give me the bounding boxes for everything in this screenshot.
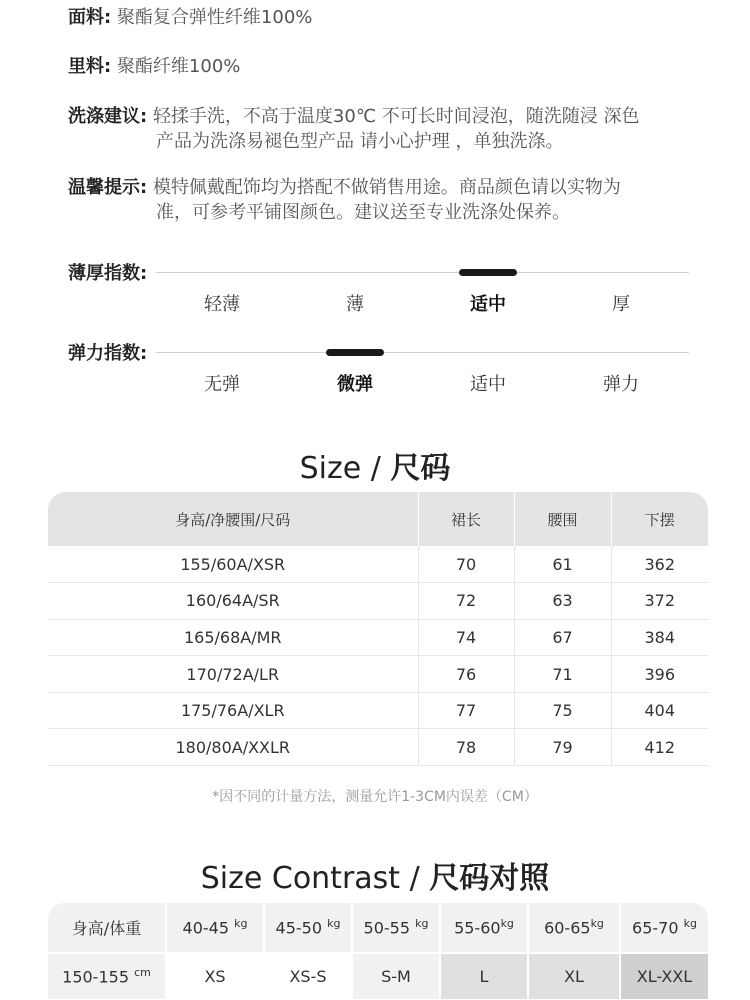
contrast-size-cell: XL-XXL bbox=[620, 953, 708, 999]
table-row bbox=[48, 619, 708, 656]
contrast-table bbox=[48, 903, 708, 999]
table-cell: 76 bbox=[418, 656, 514, 693]
table-cell: 396 bbox=[611, 656, 708, 693]
contrast-heading-en: Size Contrast / bbox=[200, 861, 430, 896]
table-cell: 404 bbox=[611, 692, 708, 729]
contrast-weight-cell: 65-70 $^{kg}$ bbox=[620, 903, 708, 953]
size-heading bbox=[0, 443, 750, 487]
fabric-label: 面料: bbox=[68, 7, 112, 28]
table-row bbox=[48, 692, 708, 729]
tips-line1: 模特佩戴配饰均为搭配不做销售用途。商品颜色请以实物为 bbox=[152, 177, 621, 198]
size-table bbox=[48, 492, 708, 766]
thickness-track bbox=[156, 272, 689, 273]
contrast-table-header bbox=[48, 903, 708, 953]
tips-line2: 准，可参考平铺图颜色。建议送至专业洗涤处保养。 bbox=[156, 202, 570, 223]
table-cell: 372 bbox=[611, 583, 708, 620]
thickness-option: 薄 bbox=[346, 294, 364, 315]
fabric-info bbox=[68, 5, 708, 30]
elasticity-label: 弹力指数: bbox=[68, 343, 148, 364]
size-table-header-cell: 下摆 bbox=[611, 492, 708, 546]
size-table-header-cell: 裙长 bbox=[418, 492, 514, 546]
table-row bbox=[48, 729, 708, 766]
thickness-option: 厚 bbox=[612, 294, 630, 315]
size-table-header-cell: 身高/净腰围/尺码 bbox=[48, 492, 418, 546]
thickness-indicator bbox=[459, 269, 517, 276]
lining-info bbox=[68, 54, 708, 79]
contrast-weight-cell: $55-60^{kg}$ bbox=[440, 903, 528, 953]
elasticity-option: 弹力 bbox=[603, 374, 639, 395]
table-cell: 75 bbox=[514, 692, 611, 729]
table-cell: 79 bbox=[514, 729, 611, 766]
washing-info bbox=[68, 104, 708, 154]
table-cell: 70 bbox=[418, 546, 514, 583]
table-row bbox=[48, 546, 708, 583]
table-cell: 61 bbox=[514, 546, 611, 583]
contrast-size-cell: S-M bbox=[352, 953, 440, 999]
table-cell: 165/68A/MR bbox=[48, 619, 418, 656]
table-cell: 74 bbox=[418, 619, 514, 656]
contrast-header-label: 身高/体重 bbox=[48, 903, 166, 953]
table-cell: 77 bbox=[418, 692, 514, 729]
contrast-height-cell: 150-155 $^{cm}$ bbox=[48, 953, 166, 999]
table-row bbox=[48, 656, 708, 693]
contrast-size-cell: L bbox=[440, 953, 528, 999]
size-table-header bbox=[48, 492, 708, 546]
contrast-size-cell: XS-S bbox=[264, 953, 352, 999]
elasticity-option: 微弹 bbox=[337, 374, 373, 395]
elasticity-track bbox=[156, 352, 689, 353]
table-cell: 63 bbox=[514, 583, 611, 620]
elasticity-indicator bbox=[326, 349, 384, 356]
table-cell: 160/64A/SR bbox=[48, 583, 418, 620]
washing-label: 洗涤建议: bbox=[68, 106, 148, 127]
contrast-size-cell: XL bbox=[528, 953, 620, 999]
table-cell: 155/60A/XSR bbox=[48, 546, 418, 583]
lining-text: 聚酯纤维100% bbox=[116, 56, 241, 77]
contrast-heading bbox=[0, 853, 750, 897]
fabric-text: 聚酯复合弹性纤维100% bbox=[116, 7, 313, 28]
washing-line2: 产品为洗涤易褪色型产品 请小心护理 ，单独洗涤。 bbox=[156, 131, 564, 152]
contrast-size-cell: XS bbox=[166, 953, 264, 999]
table-cell: 175/76A/XLR bbox=[48, 692, 418, 729]
contrast-table-row bbox=[48, 953, 708, 999]
size-table-header-cell: 腰围 bbox=[514, 492, 611, 546]
contrast-weight-cell: 40-45 $^{kg}$ bbox=[166, 903, 264, 953]
thickness-label: 薄厚指数: bbox=[68, 263, 148, 284]
contrast-weight-cell: 45-50 $^{kg}$ bbox=[264, 903, 352, 953]
size-note: *因不同的计量方法，测量允许1-3CM内误差（CM） bbox=[212, 789, 538, 805]
table-cell: 78 bbox=[418, 729, 514, 766]
contrast-weight-cell: $60-65^{kg}$ bbox=[528, 903, 620, 953]
washing-line1: 轻揉手洗，不高于温度30℃ 不可长时间浸泡，随洗随浸 深色 bbox=[152, 106, 640, 127]
table-cell: 180/80A/XXLR bbox=[48, 729, 418, 766]
elasticity-option: 适中 bbox=[470, 374, 506, 395]
table-row bbox=[48, 583, 708, 620]
contrast-weight-cell: 50-55 $^{kg}$ bbox=[352, 903, 440, 953]
contrast-heading-cn: 尺码对照 bbox=[429, 861, 550, 896]
tips-info bbox=[68, 175, 708, 225]
table-cell: 67 bbox=[514, 619, 611, 656]
thickness-option: 适中 bbox=[470, 294, 506, 315]
lining-label: 里料: bbox=[68, 56, 112, 77]
table-cell: 71 bbox=[514, 656, 611, 693]
table-cell: 362 bbox=[611, 546, 708, 583]
thickness-option: 轻薄 bbox=[204, 294, 240, 315]
tips-label: 温馨提示: bbox=[68, 177, 148, 198]
table-cell: 170/72A/LR bbox=[48, 656, 418, 693]
size-heading-cn: 尺码 bbox=[390, 451, 451, 486]
table-cell: 412 bbox=[611, 729, 708, 766]
size-heading-en: Size / bbox=[299, 451, 391, 486]
table-cell: 384 bbox=[611, 619, 708, 656]
elasticity-option: 无弹 bbox=[204, 374, 240, 395]
table-cell: 72 bbox=[418, 583, 514, 620]
